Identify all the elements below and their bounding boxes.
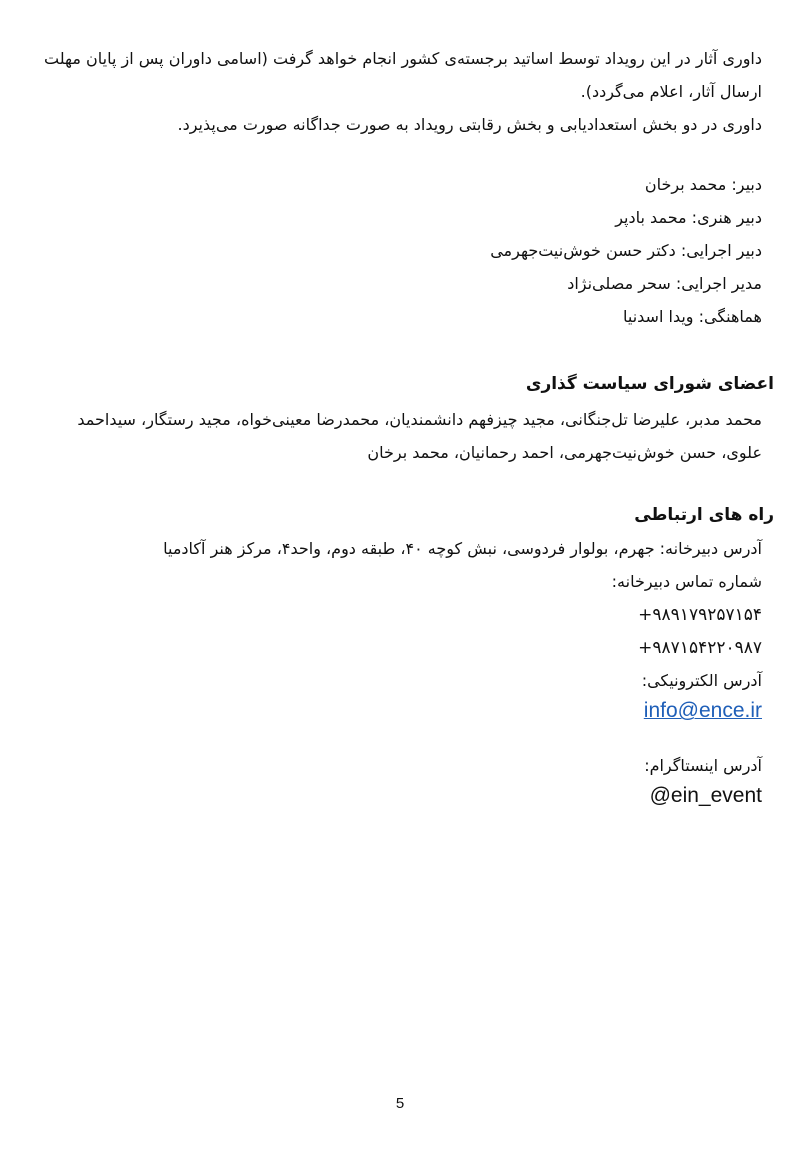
judging-line-1: داوری آثار در این رویداد توسط اساتید برجسته‌ی کشور انجام خواهد گرفت (اسامی داوران پس از پایان مهلت <box>43 49 762 68</box>
contact-phone-2[interactable]: +۹۸۷۱۵۴۲۲۰۹۸۷ <box>638 638 762 658</box>
council-heading: اعضای شورای سیاست گذاری <box>525 374 774 394</box>
council-members-line-2: علوی، حسن خوش‌نیت‌جهرمی، احمد رحمانیان، محمد برخان <box>367 443 762 462</box>
contact-email-label: آدرس الکترونیکی: <box>641 671 762 690</box>
council-members-line-1: محمد مدبر، علیرضا تل‌جنگانی، مجید چیزفهم دانشمندیان، محمدرضا معینی‌خواه، مجید رستگار، سیداحمد <box>77 410 762 429</box>
contact-phone-1[interactable]: +۹۸۹۱۷۹۲۵۷۱۵۴ <box>638 605 762 625</box>
judging-line-3: داوری در دو بخش استعدادیابی و بخش رقابتی رویداد به صورت جداگانه صورت می‌پذیرد. <box>177 115 762 134</box>
staff-secretary: دبیر: محمد برخان <box>644 175 762 194</box>
staff-art-secretary: دبیر هنری: محمد بادپر <box>615 208 762 227</box>
contact-email-link[interactable]: info@ence.ir <box>643 699 762 722</box>
contact-phone-label: شماره تماس دبیرخانه: <box>611 572 762 591</box>
contact-instagram-label: آدرس اینستاگرام: <box>644 756 762 775</box>
contact-address: آدرس دبیرخانه: جهرم، بولوار فردوسی، نبش کوچه ۴۰، طبقه دوم، واحد۴، مرکز هنر آکادمیا <box>163 539 762 558</box>
staff-executive-secretary: دبیر اجرایی: دکتر حسن خوش‌نیت‌جهرمی <box>490 241 762 260</box>
judging-line-2: ارسال آثار، اعلام می‌گردد). <box>580 82 762 101</box>
staff-executive-manager: مدیر اجرایی: سحر مصلی‌نژاد <box>567 274 762 293</box>
contact-heading: راه های ارتباطی <box>634 505 774 525</box>
page-number: 5 <box>395 1095 405 1112</box>
contact-instagram-handle[interactable]: @ein_event <box>649 784 762 807</box>
staff-coordinator: هماهنگی: ویدا اسدنیا <box>623 307 762 326</box>
